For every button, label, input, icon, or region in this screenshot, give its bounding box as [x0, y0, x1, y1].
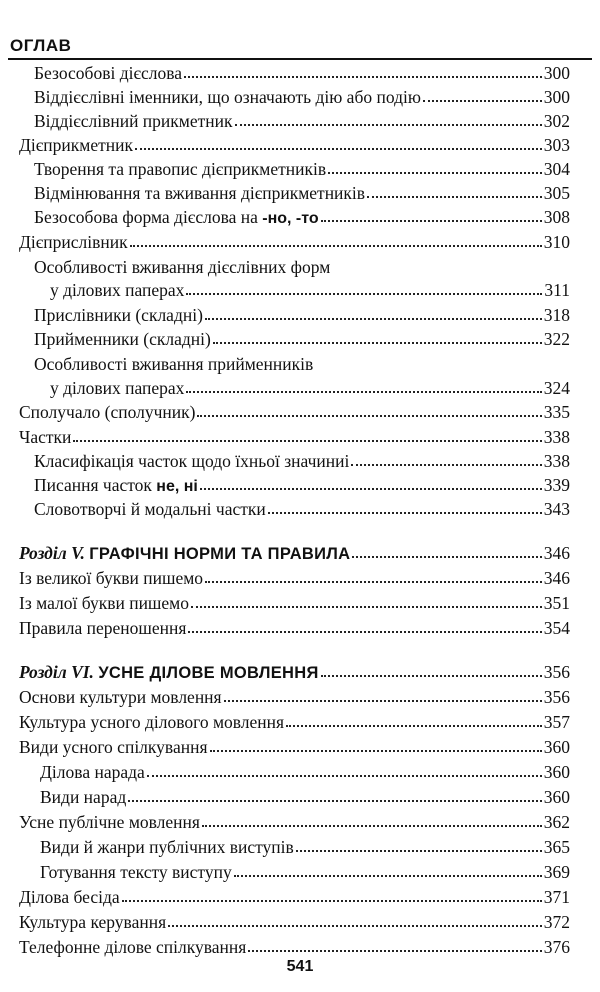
toc-entry: Словотворчі й модальні частки 343	[34, 499, 570, 519]
toc-entry: Із великої букви пишемо 346	[19, 568, 570, 588]
page-header-title: ОГЛАВ	[10, 36, 72, 55]
toc-entry: Усне публічне мовлення 362	[19, 812, 570, 832]
page-number: 541	[286, 958, 314, 975]
toc-entry: Сполучало (сполучник) 335	[19, 402, 570, 422]
section-heading: Розділ VI. УСНЕ ДІЛОВЕ МОВЛЕННЯ 356	[19, 662, 570, 682]
toc-entry: Із малої букви пишемо 351	[19, 593, 570, 613]
toc-entry: Відмінювання та вживання дієприкметників 305	[34, 183, 570, 203]
toc-entry: Ділова нарада 360	[40, 762, 570, 782]
toc-entry: Ділова бесіда 371	[19, 887, 570, 907]
toc-entry: Готування тексту виступу 369	[40, 862, 570, 882]
toc-entry: Частки 338	[19, 427, 570, 447]
toc-entry: Особливості вживання прийменників	[34, 354, 314, 374]
toc-entry: Види нарад 360	[40, 787, 570, 807]
header-rule	[8, 58, 592, 60]
toc-entry: Безособова форма дієслова на -но, -то 308	[34, 207, 570, 227]
toc-entry: Правила переношення 354	[19, 618, 570, 638]
toc-entry: Писання часток не, ні 339	[34, 475, 570, 495]
toc-entry: Особливості вживання дієслівних форм	[34, 257, 331, 277]
toc-entry: Види й жанри публічних виступів 365	[40, 837, 570, 857]
toc-entry: Культура усного ділового мовлення 357	[19, 712, 570, 732]
toc-entry: Прислівники (складні) 318	[34, 305, 570, 325]
toc-entry: Телефонне ділове спілкування 376	[19, 937, 570, 957]
toc-entry: Дієприкметник 303	[19, 135, 570, 155]
toc-entry: у ділових паперах 311	[50, 280, 570, 300]
toc-entry: Класифікація часток щодо їхньої значиниі 338	[34, 451, 570, 471]
toc-entry: Творення та правопис дієприкметників 304	[34, 159, 570, 179]
toc-entry: Основи культури мовлення 356	[19, 687, 570, 707]
toc-entry: Віддієслівні іменники, що означають дію або подію 300	[34, 87, 570, 107]
toc-entry: Дієприслівник 310	[19, 232, 570, 252]
toc-entry: Культура керування 372	[19, 912, 570, 932]
toc-entry: Віддієслівний прикметник 302	[34, 111, 570, 131]
toc-entry: Безособові дієслова 300	[34, 63, 570, 83]
toc-entry: Види усного спілкування 360	[19, 737, 570, 757]
toc-entry: у ділових паперах 324	[50, 378, 570, 398]
section-heading: Розділ V. ГРАФІЧНІ НОРМИ ТА ПРАВИЛА 346	[19, 543, 570, 563]
toc-entry: Прийменники (складні) 322	[34, 329, 570, 349]
